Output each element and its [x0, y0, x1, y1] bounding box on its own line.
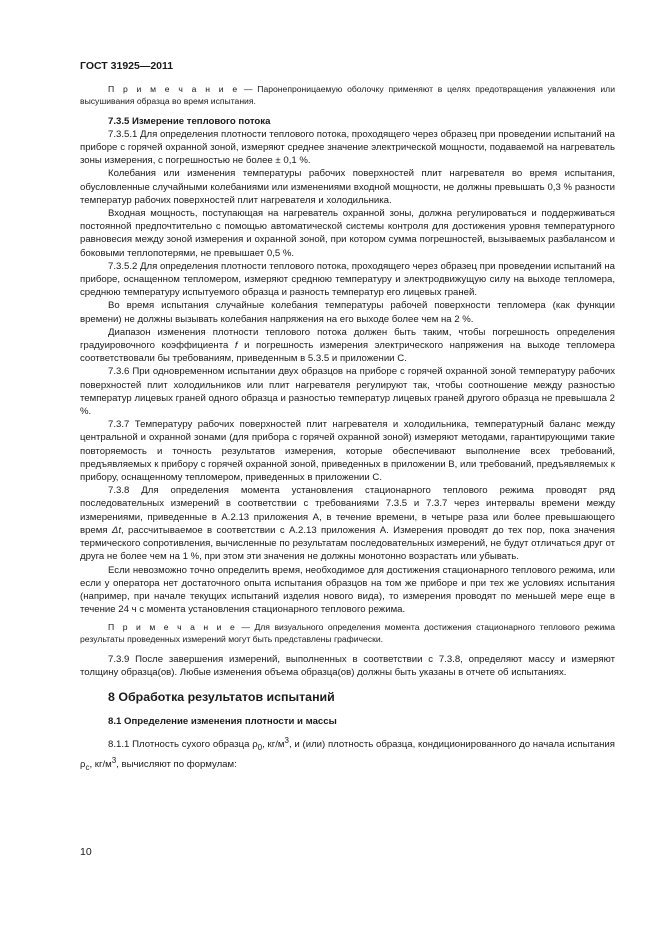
- page-number: 10: [80, 846, 92, 858]
- note-1: [80, 84, 615, 108]
- paragraph-7-3-9: 7.3.9 После завершения измерений, выполненных в соответствии с 7.3.8, определяют массу и измеряют толщину образца(ов). Любые изменения объема образца(ов) должны быть указаны в отчете об испытаниях.: [80, 653, 615, 679]
- p811-text-b: , и (или) плотность образца, кондиционированного до начала испытания: [288, 738, 615, 750]
- paragraph-steady-state-time: Если невозможно точно определить время, необходимое для достижения стационарного теплового режима, или если у оператора нет достаточного опыта испытания образцов на том же приборе и при тех же условиях испытания (например, при начале текущих испытаний изделия нового вида), то измерения проводят по меньшей мере еще в течение 24 ч с момента установления стационарного теплового режима.: [80, 564, 615, 616]
- note-2: [80, 622, 615, 646]
- paragraph-7-3-5-2: 7.3.5.2 Для определения плотности теплового потока, проходящего через образец при проведении испытаний на приборе, оснащенном тепломером, измеряют среднюю температуру и электродвижущую силу на выходе тепломера, среднюю температуру испытуемого образца и разность температур его лицевых граней.: [80, 260, 615, 299]
- paragraph-guard-power: Входная мощность, поступающая на нагреватель охранной зоны, должна регулироваться и поддерживаться постоянной предпочтительно с помощью автоматической системы контроля для достижения уровня температурного равновесия между зоной измерения и охранной зоной, при котором сумма погрешностей, вызываемых разбалансом и боковыми теплопотерями, не превышает 0,5 %.: [80, 208, 615, 259]
- rho-symbol: ρ: [252, 738, 258, 750]
- paragraph-7-3-8: [80, 484, 615, 563]
- p738-text-a: 7.3.8 Для определения момента установления стационарного теплового режима проводят ряд последовательных измерений в соответствии с требованиями 7.3.5 и 7.3.7 через интервалы времени между измерениями, приведенные в А.2.13 приложения А, в течение времени, в четыре раза или более превышающего время: [80, 485, 615, 536]
- paragraph-heater-fluctuations: Колебания или изменения температуры рабочих поверхностей плит нагревателя во время испытания, обусловленные случайными колебаниями или изменениями входной мощности, не должны превышать 0,3 % разности температур рабочих поверхностей плит нагревателя и холодильника.: [80, 168, 615, 206]
- symbol-f: f: [234, 340, 238, 352]
- note-2-text: — Для визуального определения момента достижения стационарного теплового режима результаты проведенных измерений могут быть представлены графически.: [80, 622, 615, 645]
- note-label-2: П р и м е ч а н и е: [108, 622, 237, 633]
- paragraph-8-1-1: [80, 734, 615, 775]
- symbol-delta-t: Δt: [111, 524, 121, 536]
- unit-1-sup: 3: [284, 735, 289, 745]
- document-body: [80, 84, 615, 774]
- standard-header: ГОСТ 31925—2011: [80, 60, 174, 72]
- section-7-3-5-heading: 7.3.5 Измерение теплового потока: [108, 115, 271, 127]
- paragraph-7-3-6: 7.3.6 При одновременном испытании двух образцов на приборе с горячей охранной зоной температуру рабочих поверхностей плит холодильников или плит нагревателя регулируют так, чтобы соотношение между разностью температур лицевых граней одного образца и разностью температур лицевых граней другого образца не превышала 2 %.: [80, 366, 615, 418]
- unit-2-sup: 3: [111, 756, 117, 766]
- flux-range-text-b: и погрешность измерения электрического напряжения на выходе тепломера соответствовали бы требованиям, приведенным в 5.3.5 и приложении С.: [80, 340, 615, 365]
- paragraph-flux-range: [80, 326, 615, 366]
- section-8-heading: 8 Обработка результатов испытаний: [108, 690, 335, 705]
- note-label: П р и м е ч а н и е: [108, 84, 240, 94]
- p738-text-b: , рассчитываемое в соответствии с А.2.13 приложения А. Измерения проводят до тех пор, пока значения термического сопротивления, вычисленные по результатам последовательных измерений, не будут отличаться друг от друга не более чем на 1 %, при этом эти значения не должны монотонно возрастать или убывать.: [80, 524, 615, 563]
- unit-2: , кг/м: [89, 759, 112, 771]
- note-1-text: — Паронепроницаемую оболочку применяют в целях предотвращения увлажнения или высушивания образца во время испытания.: [80, 84, 615, 106]
- rho-symbol-2: ρ: [80, 759, 86, 771]
- paragraph-7-3-7: 7.3.7 Температуру рабочих поверхностей плит нагревателя и холодильника, температурный баланс между центральной и охранной зонами (для прибора с горячей охранной зоной) измеряют методами, гарантирующими такие повторяемость и точность результатов измерения, которые обеспечивают выполнение всех требований, предъявляемых к прибору с горячей охранной зоной, приведенных в приложении В, или требований, предъявляемых к прибору, оснащенному тепломером, приведенных в приложении С.: [80, 419, 615, 484]
- unit-1: , кг/м: [262, 738, 285, 750]
- paragraph-7-3-5-1: 7.3.5.1 Для определения плотности теплового потока, проходящего через образец при проведении испытаний на приборе с горячей охранной зоной, измеряют среднее значение электрической мощности, подаваемой на нагреватель зоны измерения, с погрешностью не более ± 0,1 %.: [80, 128, 615, 167]
- rho-sub-0: 0: [257, 742, 263, 752]
- paragraph-heat-meter-fluctuations: Во время испытания случайные колебания температуры рабочей поверхности тепломера (как функции времени) не должны вызывать колебания напряжения на его выходе более чем на 2 %.: [80, 300, 615, 325]
- rho-sub-c: с: [85, 763, 90, 773]
- p811-text-a: 8.1.1 Плотность сухого образца: [108, 738, 253, 750]
- section-8-1-heading: 8.1 Определение изменения плотности и массы: [108, 715, 337, 727]
- flux-range-text-a: Диапазон изменения плотности теплового потока должен быть таким, чтобы погрешность определения градуировочного коэффициента: [80, 326, 615, 352]
- p811-text-c: , вычисляют по формулам:: [116, 759, 237, 771]
